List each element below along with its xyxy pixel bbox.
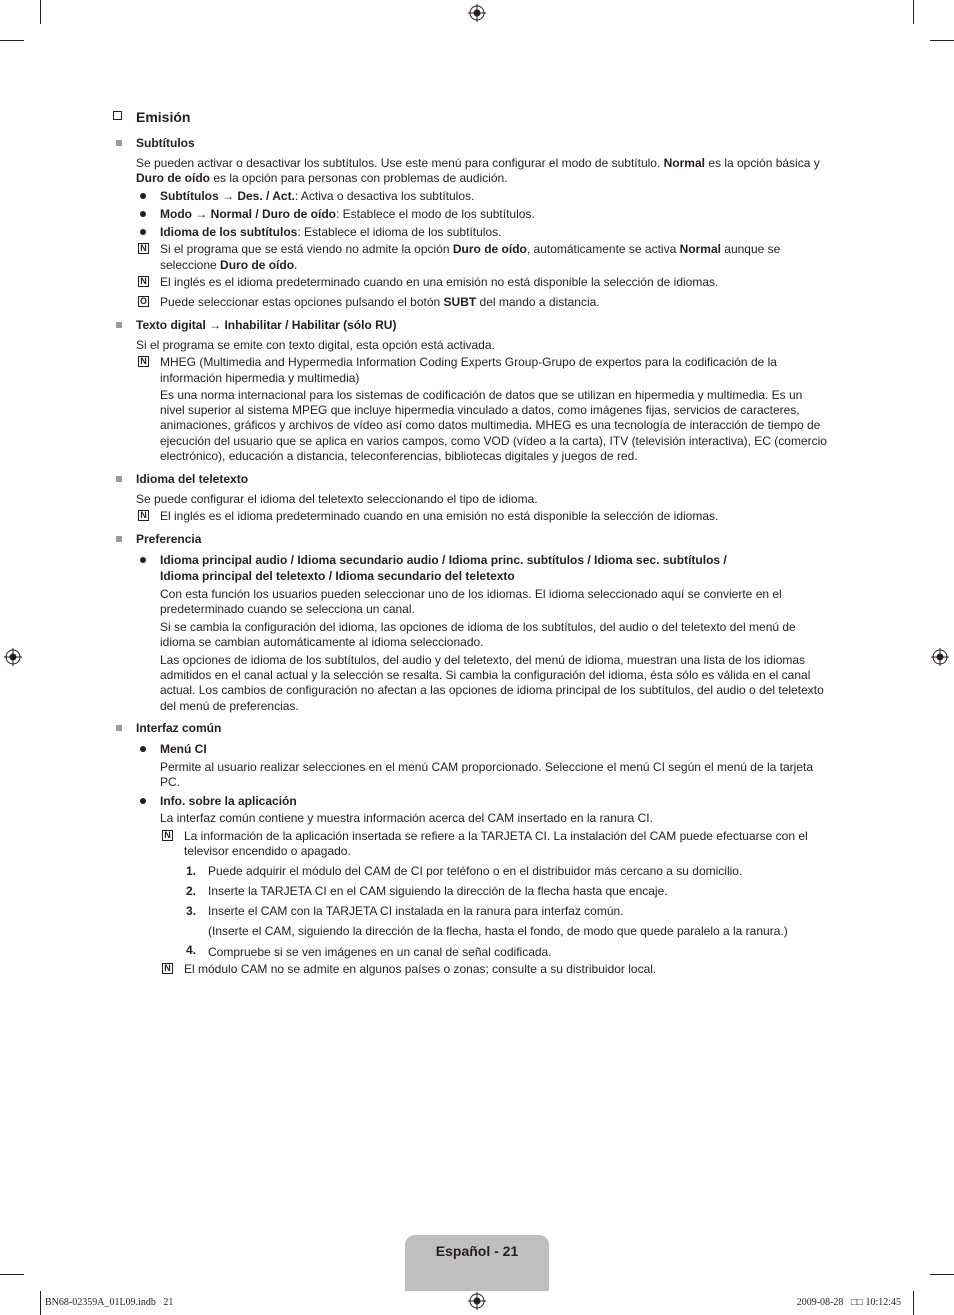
note-text: Si el programa que se está viendo no admite la opción Duro de oído, automáticamente se activa Normal aunque se — [160, 242, 781, 256]
step-text: Inserte el CAM con la TARJETA CI instalada en la ranura para interfaz común. — [208, 904, 624, 918]
step-number: 3. — [186, 904, 197, 918]
note-text: MHEG (Multimedia and Hypermedia Information Coding Experts Group-Grupo de expertos para la codificación de la — [160, 355, 777, 369]
crop-mark — [0, 40, 24, 41]
registration-mark-icon — [468, 4, 486, 22]
step-text: Inserte la TARJETA CI en el CAM siguiendo la dirección de la flecha hasta que encaje. — [208, 884, 668, 898]
page-number: Español - 21 — [435, 1243, 519, 1259]
step-number: 2. — [186, 884, 197, 898]
registration-mark-icon — [931, 648, 949, 666]
footer-timestamp: 2009-08-28 □□ 10:12:45 — [796, 1297, 901, 1308]
bullet-icon — [140, 211, 146, 217]
heading-subtitulos: Subtítulos — [136, 136, 195, 150]
list-item: Menú CI — [160, 742, 207, 756]
note-icon: N — [162, 830, 173, 841]
note-icon: N — [138, 356, 149, 367]
square-bullet-icon — [116, 725, 122, 731]
note-text: televisor encendido o apagado. — [184, 844, 351, 858]
step-number: 4. — [186, 943, 197, 957]
bullet-icon — [140, 229, 146, 235]
crop-mark — [930, 40, 954, 41]
note-text: La información de la aplicación insertada se refiere a la TARJETA CI. La instalación del CAM puede efectuarse con el — [184, 829, 808, 843]
paragraph-line: del menú de preferencias. — [160, 699, 299, 713]
note-text: animaciones, gráficos y archivos de vídeo así como datos multimedia. MHEG es una tecnología de interacción de tiempo de — [160, 418, 821, 432]
step-number: 1. — [186, 864, 197, 878]
note-text: El inglés es el idioma predeterminado cuando en una emisión no está disponible la selección de idiomas. — [160, 509, 719, 523]
bullet-icon — [140, 557, 146, 563]
note-text: ejecución del usuario que se aplica en varios campos, como VOD (vídeo a la carta), ITV (televisión interactiva), EC (comercio — [160, 434, 827, 448]
list-item: Idioma principal del teletexto / Idioma secundario del teletexto — [160, 569, 515, 583]
note-text: información hipermedia y multimedia) — [160, 371, 360, 385]
paragraph-line: La interfaz común contiene y muestra información acerca del CAM insertado en la ranura CI. — [160, 811, 653, 825]
paragraph-line: PC. — [160, 775, 181, 789]
list-item: Idioma principal audio / Idioma secundario audio / Idioma princ. subtítulos / Idioma sec. subtítulos / — [160, 553, 727, 567]
note-text: Es una norma internacional para los sistemas de codificación de datos que se utilizan en hipermedia y multimedia. Es un — [160, 388, 803, 402]
crop-mark — [40, 0, 41, 24]
list-item: Subtítulos → Des. / Act.: Activa o desactiva los subtítulos. — [160, 189, 475, 203]
paragraph-line: Con esta función los usuarios pueden seleccionar uno de los idiomas. El idioma seleccionado aquí se convierte en el — [160, 587, 782, 601]
step-text: (Inserte el CAM, siguiendo la dirección de la flecha, hasta el fondo, de modo que quede paralelo a la ranura.) — [208, 924, 788, 938]
remote-icon: O — [139, 296, 147, 306]
section-title: Emisión — [136, 109, 191, 125]
registration-mark-icon — [4, 648, 22, 666]
heading-preferencia: Preferencia — [136, 532, 202, 546]
paragraph-line: Las opciones de idioma de los subtítulos, del audio y del teletexto, del menú de idioma, muestran una lista de los idiomas — [160, 653, 806, 667]
square-bullet-icon — [116, 322, 122, 328]
note-text: seleccione Duro de oído. — [160, 258, 298, 272]
bullet-icon — [140, 193, 146, 199]
paragraph-line: Permite al usuario realizar selecciones en el menú CAM proporcionado. Seleccione el menú CI según el menú de la tarjeta — [160, 760, 814, 774]
crop-mark — [40, 1291, 41, 1315]
registration-mark-icon — [468, 1292, 486, 1310]
note-text: nivel superior al sistema MPEG que incluye hipermedia vinculado a datos, como imágenes fijas, servicios de caracteres, — [160, 403, 800, 417]
heading-texto-digital: Texto digital → Inhabilitar / Habilitar (sólo RU) — [136, 318, 397, 332]
crop-mark — [913, 0, 914, 24]
paragraph-line: Si el programa se emite con texto digital, esta opción está activada. — [136, 338, 495, 352]
square-bullet-icon — [116, 140, 122, 146]
crop-mark — [913, 1291, 914, 1315]
note-text: Puede seleccionar estas opciones pulsando el botón SUBT del mando a distancia. — [160, 295, 600, 309]
note-icon: N — [138, 276, 149, 287]
step-text: Puede adquirir el módulo del CAM de CI por teléfono o en el distribuidor más cercano a su domicilio. — [208, 864, 743, 878]
paragraph-line: Se puede configurar el idioma del teletexto seleccionando el tipo de idioma. — [136, 492, 538, 506]
footer-file: BN68-02359A_01L09.indb 21 — [45, 1297, 174, 1308]
note-text: electrónico), educación a distancia, teleconferencias, bibliotecas digitales y juegos de red. — [160, 449, 638, 463]
square-bullet-icon — [116, 476, 122, 482]
list-item: Idioma de los subtítulos: Establece el idioma de los subtítulos. — [160, 225, 502, 239]
bullet-icon — [140, 746, 146, 752]
crop-mark — [930, 1274, 954, 1275]
crop-mark — [0, 1274, 24, 1275]
note-icon: N — [162, 963, 173, 974]
note-icon: N — [138, 243, 149, 254]
paragraph-line: admitidos en el canal actual y la selección se resalta. Si cambia la configuración del idioma, ésta sólo es válida en el canal — [160, 668, 811, 682]
paragraph-line: Si se cambia la configuración del idioma, las opciones de idioma de los subtítulos, del audio o del teletexto del menú de — [160, 620, 796, 634]
paragraph-line: actual. Los cambios de configuración no afectan a las opciones de idioma principal de los subtítulos, del audio o del teletexto — [160, 683, 824, 697]
paragraph-line: idioma se cambian automáticamente al idioma seleccionado. — [160, 635, 484, 649]
note-text: El inglés es el idioma predeterminado cuando en una emisión no está disponible la selección de idiomas. — [160, 275, 719, 289]
note-icon: N — [138, 510, 149, 521]
note-text: El módulo CAM no se admite en algunos países o zonas; consulte a su distribuidor local. — [184, 962, 657, 976]
heading-interfaz-comun: Interfaz común — [136, 721, 222, 735]
paragraph-line: Duro de oído es la opción para personas con problemas de audición. — [136, 171, 508, 185]
list-item: Modo → Normal / Duro de oído: Establece el modo de los subtítulos. — [160, 207, 535, 221]
list-item: Info. sobre la aplicación — [160, 794, 297, 808]
square-bullet-icon — [116, 536, 122, 542]
step-text: Compruebe si se ven imágenes en un canal de señal codificada. — [208, 945, 552, 959]
section-checkbox-icon — [113, 111, 122, 120]
heading-idioma-teletexto: Idioma del teletexto — [136, 472, 249, 486]
bullet-icon — [140, 798, 146, 804]
paragraph-line: Se pueden activar o desactivar los subtítulos. Use este menú para configurar el modo de subtítulo. Normal es la opción básica y — [136, 156, 820, 170]
paragraph-line: predeterminado cuando se selecciona un canal. — [160, 602, 415, 616]
